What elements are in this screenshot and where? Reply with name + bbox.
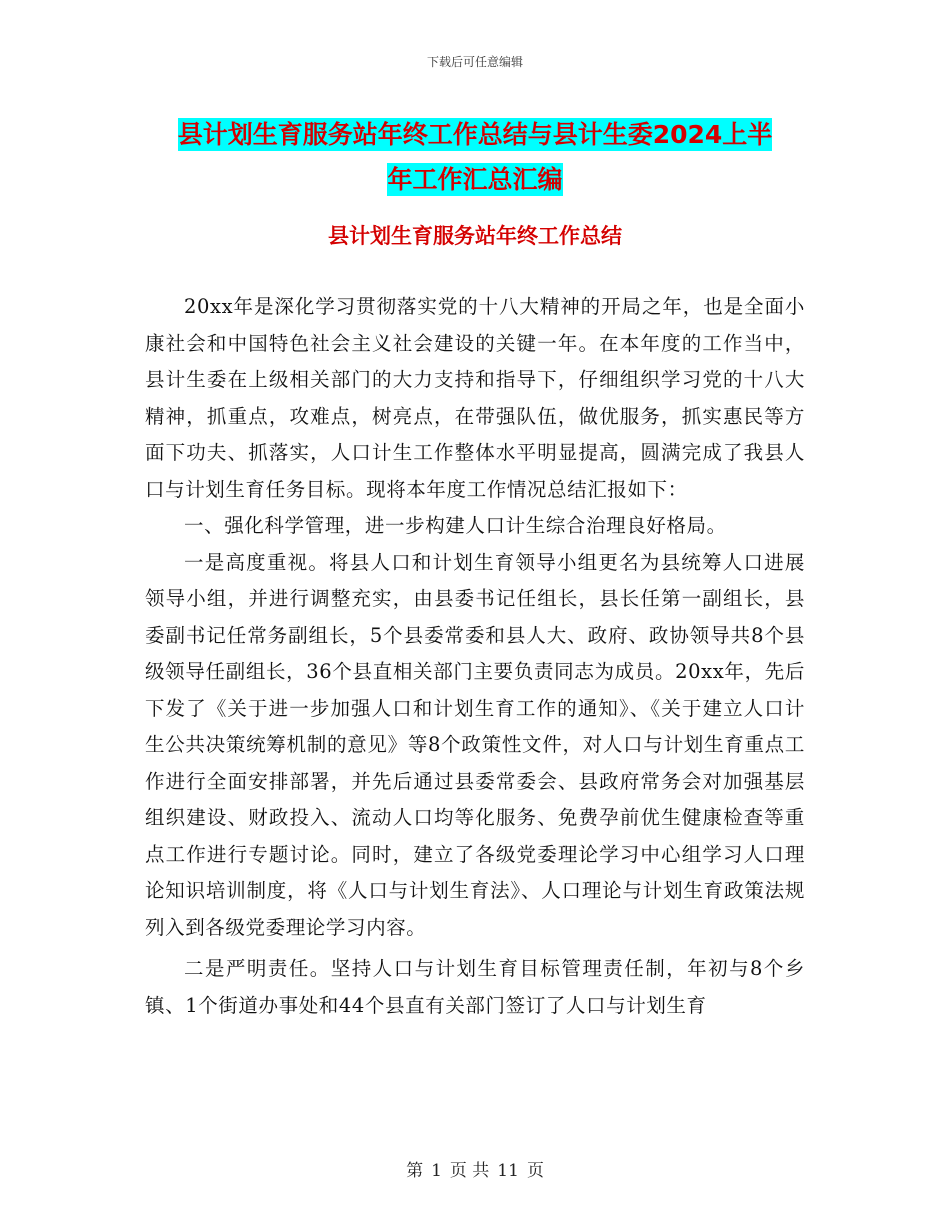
title-line-1: 县计划生育服务站年终工作总结与县计生委2024上半 [177, 120, 773, 149]
paragraph: 二是严明责任。坚持人口与计划生育目标管理责任制，年初与8个乡镇、1个街道办事处和44个县直有关部门签订了人口与计划生育 [145, 957, 805, 1017]
section-title: 县计划生育服务站年终工作总结 [328, 224, 622, 248]
page-footer [0, 1156, 950, 1181]
footer-middle: 页 共 [449, 1161, 490, 1181]
total-pages: 11 [497, 1161, 519, 1181]
title-line-2: 年工作汇总汇编 [387, 165, 563, 194]
page-number: 1 [431, 1161, 442, 1181]
paragraph: 20xx年是深化学习贯彻落实党的十八大精神的开局之年，也是全面小康社会和中国特色社会主义社会建设的关键一年。在本年度的工作当中，县计生委在上级相关部门的大力支持和指导下，仔细组织学习党的十八大精神，抓重点，攻难点，树亮点，在带强队伍，做优服务，抓实惠民等方面下功夫、抓落实，人口计生工作整体水平明显提高，圆满完成了我县人口与计划生育任务目标。现将本年度工作情况总结汇报如下： [145, 295, 805, 501]
paragraph: 一、强化科学管理，进一步构建人口计生综合治理良好格局。 [184, 514, 727, 537]
paragraph: 一是高度重视。将县人口和计划生育领导小组更名为县统筹人口进展领导小组，并进行调整充实，由县委书记任组长，县长任第一副组长，县委副书记任常务副组长，5个县委常委和县人大、政府、政协领导共8个县级领导任副组长，36个县直相关部门主要负责同志为成员。20xx年，先后下发了《关于进一步加强人口和计划生育工作的通知》、《关于建立人口计生公共决策统筹机制的意见》等8个政策性文件，对人口与计划生育重点工作进行全面安排部署，并先后通过县委常委会、县政府常务会对加强基层组织建设、财政投入、流动人口均等化服务、免费孕前优生健康检查等重点工作进行专题讨论。同时，建立了各级党委理论学习中心组学习人口理论知识培训制度，将《人口与计划生育法》、人口理论与计划生育政策法规列入到各级党委理论学习内容。 [145, 550, 805, 939]
header-note: 下载后可任意编辑 [426, 55, 523, 69]
body-text [145, 289, 805, 1024]
footer-prefix: 第 [406, 1161, 424, 1181]
footer-suffix: 页 [526, 1161, 544, 1181]
document-title [150, 112, 800, 202]
